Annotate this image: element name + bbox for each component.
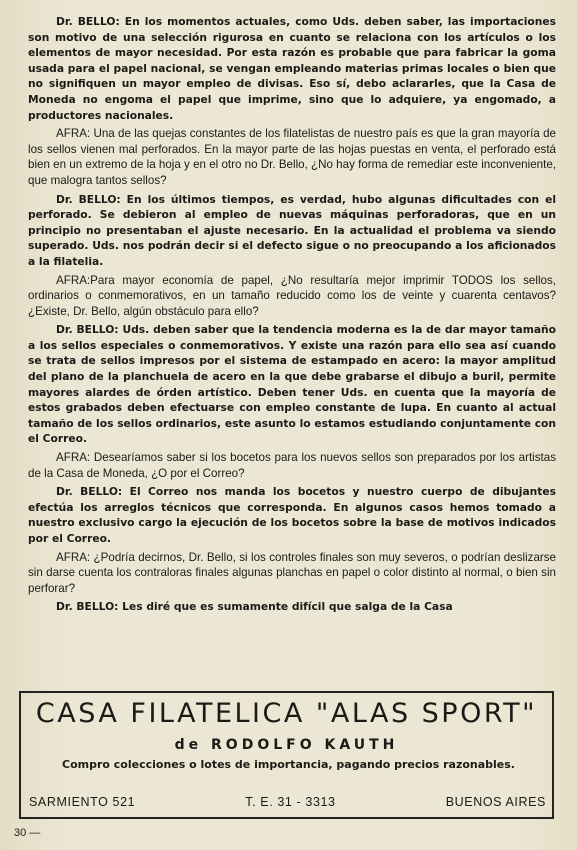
ad-address: SARMIENTO 521 [29, 795, 136, 809]
advertisement-box [19, 691, 554, 819]
paragraph-text: Uds. deben saber que la tendencia moderna es la de dar mayor tamaño a los sellos especiales o conmemorativos. Y existe una razón para ello sea así cuando se trata de sellos impresos por el sistema de estampado en acero: la mayor amplitud del plano de la planchuela de acero en la que debe grabarse el dibujo a buril, permite mayores alardes de órden artístico. Deben tener Uds. en cuenta que la mayoría de estos grabados deben efectuarse con empleo constante de lupa. En cuanto al actual tamaño de los sellos ordinarios, este asunto lo estamos estudiando conjuntamente con el Correo. [28, 323, 556, 446]
paragraph-text: Para mayor economía de papel, ¿No resultaría mejor imprimir TODOS los sellos, ordinarios o conmemorativos, en un tamaño reducido como los de veinte y cuarenta centavos? ¿Existe, Dr. Bello, algún obstáculo para ello? [28, 273, 556, 318]
ad-phone: T. E. 31 - 3313 [245, 795, 336, 809]
ad-title: CASA FILATELICA "ALAS SPORT" [35, 698, 538, 729]
paragraph-text: Les diré que es sumamente difícil que salga de la Casa [118, 600, 453, 614]
paragraph-text: El Correo nos manda los bocetos y nuestro cuerpo de dibujantes efectúa los arreglos técnicos que corresponda. En algunos casos hemos tomado a nuestro exclusivo cargo la ejecución de los bocetos sobre la base de motivos indicados por el Correo. [28, 485, 556, 545]
page-number: 30 — [14, 827, 41, 839]
paragraph-bello-2 [28, 192, 556, 270]
speaker-label: AFRA: [56, 273, 91, 287]
speaker-label: Dr. BELLO: [56, 600, 119, 614]
speaker-label: AFRA: [56, 127, 91, 141]
paragraph-text: En los momentos actuales, como Uds. deben saber, las importaciones son motivo de una selección rigurosa en cuanto se relaciona con los artículos o los elementos de mayor necesidad. Por esta razón es probable que para fabricar la goma usada para el papel nacional, se vengan empleando materias primas locales o bien que no signifiquen un mayor empleo de divisas. Eso sí, debo aclararles, que la Casa de Moneda no engoma el papel que imprime, sino que lo adquiere, ya engomado, a productores nacionales. [28, 15, 556, 122]
paragraph-afra-4 [28, 550, 556, 597]
speaker-label: AFRA: [56, 451, 91, 465]
paragraph-bello-5 [28, 599, 556, 615]
speaker-label: Dr. BELLO: [56, 15, 120, 28]
paragraph-bello-3 [28, 322, 556, 447]
interview-text [28, 14, 556, 618]
speaker-label: Dr. BELLO: [56, 192, 121, 206]
paragraph-text: Una de las quejas constantes de los filatelistas de nuestro país es que la gran mayoría de los sellos vienen mal perforados. En la mayor parte de las hojas puestas en venta, el perforado está bien en un extremo de la hoja y en el otro no Dr. Bello, ¿No hay forma de remediar este inconveniente, que malogra tantos sellos? [28, 127, 556, 187]
paragraph-afra-2 [28, 273, 556, 320]
ad-subtitle: de RODOLFO KAUTH [174, 737, 399, 753]
ad-description: Compro colecciones o lotes de importancia, pagando precios razonables. [62, 758, 515, 771]
paragraph-afra-3 [28, 450, 556, 481]
speaker-label: Dr. BELLO: [56, 323, 119, 337]
paragraph-text: En los últimos tiempos, es verdad, hubo algunas dificultades con el perforado. Se debieron al empleo de nuevas máquinas perforadoras, que en un principio no presentaban el ajuste necesario. En la actualidad el problema va siendo superado. Uds. nos podrán decir si el defecto sigue o no preocupando a los aficionados a la filatelia. [28, 192, 556, 268]
paragraph-text: ¿Podría decirnos, Dr. Bello, si los controles finales son muy severos, o podrían deslizarse sin darse cuenta los contraloras finales algunas planchas en papel o color distinto al normal, o bien sin perforar? [28, 550, 556, 595]
paragraph-bello-1 [28, 14, 556, 123]
ad-contact-row [29, 795, 546, 809]
paragraph-text: Desearíamos saber si los bocetos para los nuevos sellos son preparados por los artistas de la Casa de Moneda, ¿O por el Correo? [28, 451, 556, 480]
speaker-label: AFRA: [56, 550, 91, 564]
paragraph-bello-4 [28, 484, 556, 546]
speaker-label: Dr. BELLO: [56, 485, 123, 499]
ad-city: BUENOS AIRES [445, 795, 546, 809]
paragraph-afra-1 [28, 126, 556, 188]
